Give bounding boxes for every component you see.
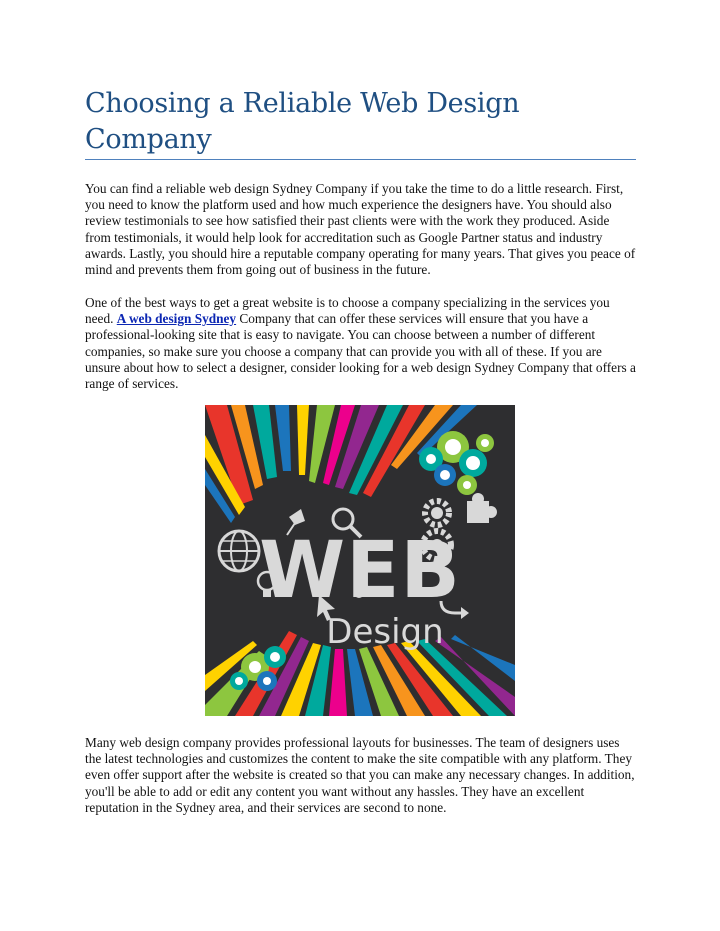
paragraph-intro: You can find a reliable web design Sydney Company if you take the time to do a little research. First, you need to know the platform used and how much experience the designers have. You should also review testimonials to see how satisfied their past clients were with the work they produced. Aside from testimonials, it would help look for accreditation such as Google Partner status and industry awards. Lastly, you should hire a reputable company operating for many years. That gives you peace of mind and prevents them from going out of business in the future. bbox=[85, 181, 636, 278]
illustration-subtitle-design: Design bbox=[326, 612, 444, 652]
paragraph-services bbox=[85, 295, 637, 392]
paragraph-services-before: One of the best ways to get a great website is to choose a company specializing in the services you need. bbox=[85, 295, 610, 327]
paragraph-closing: Many web design company provides professional layouts for businesses. The team of designers uses the latest technologies and customizes the content to make the site compatible with any platform. They even offer support after the website is created so that you can make any necessary changes. In addition, you'll be able to add or edit any content you want without any hassles. They have an excellent reputation in the Sydney area, and their services are second to none. bbox=[85, 735, 635, 815]
page-title: Choosing a Reliable Web Design Company bbox=[85, 88, 520, 155]
title-divider bbox=[85, 159, 636, 160]
web-design-graphic bbox=[205, 405, 515, 716]
illustration-word-web: WEB bbox=[259, 526, 461, 616]
web-design-illustration bbox=[205, 405, 515, 716]
web-design-sydney-link[interactable]: A web design Sydney bbox=[116, 311, 237, 327]
paragraph-services-after: Company that can offer these services will ensure that you have a professional-looking site that is easy to navigate. You can choose between a number of different companies, so make sure you choose a company that can provide you with all of these. If you are unsure about how to select a designer, consider looking for a web design Sydney Company that offers a range of services. bbox=[85, 311, 636, 392]
